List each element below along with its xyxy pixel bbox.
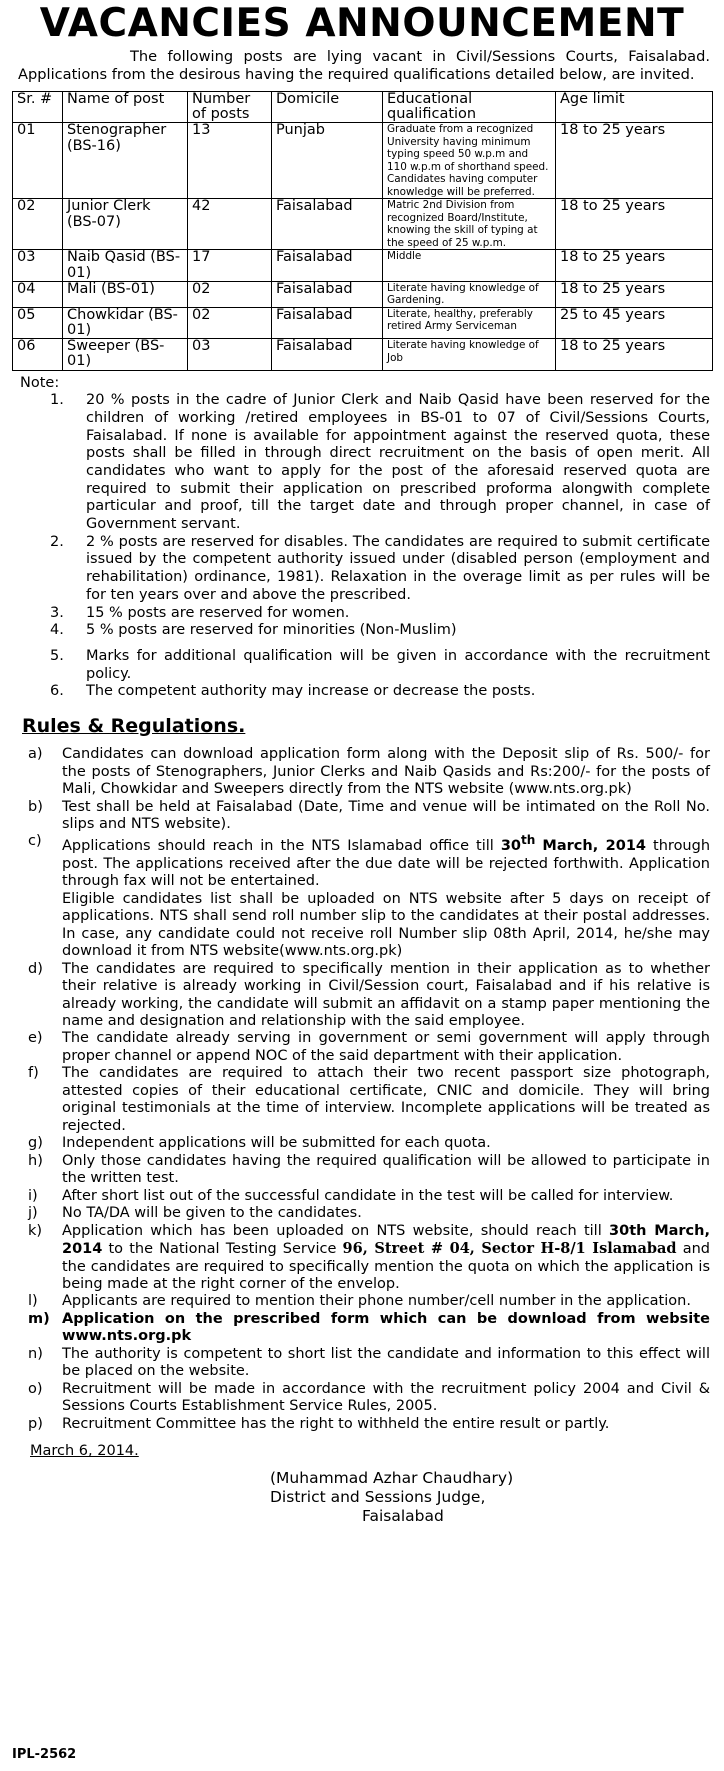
note-item <box>50 604 710 623</box>
cell-domicile: Faisalabad <box>272 281 383 307</box>
rule-item-n <box>28 1345 710 1381</box>
cell-age: 18 to 25 years <box>556 250 713 281</box>
note-text: 2 % posts are reserved for disables. The candidates are required to submit certificate issued by the competent authority issued under (disabled person (employment and rehabilitation) ordinance, 1981). Relaxation in the overage limit as per rules will be for ten years over and above the prescribed. <box>86 533 710 603</box>
table-header-row <box>13 92 713 123</box>
cell-domicile: Faisalabad <box>272 250 383 281</box>
cell-number: 02 <box>188 281 272 307</box>
cell-age: 25 to 45 years <box>556 307 713 338</box>
cell-domicile: Faisalabad <box>272 339 383 370</box>
rule-item-g <box>28 1135 710 1152</box>
rule-item-c <box>28 833 711 960</box>
cell-sr: 06 <box>13 339 63 370</box>
rule-letter: l) <box>28 1293 38 1310</box>
note-number: 6. <box>50 683 64 700</box>
cell-post: Junior Clerk (BS-07) <box>63 199 188 250</box>
rule-item-b <box>28 798 710 834</box>
notes-list <box>0 392 724 701</box>
note-number: 3. <box>50 604 64 621</box>
rule-text: Candidates can download application form along with the Deposit slip of Rs. 500/- for the posts of Stenographers, Junior Clerks and Naib Qasids and Rs:200/- for the posts of Mali, Chowkidar and Sweepers directly from the NTS website (www.nts.org.pk) <box>62 746 710 798</box>
rule-item-i <box>28 1187 710 1205</box>
note-number: 1. <box>50 392 64 409</box>
rules-heading: Rules & Regulations. <box>22 714 246 737</box>
rule-letter: f) <box>28 1065 39 1082</box>
col-header-qualification: Educational qualification <box>383 92 556 123</box>
cell-number: 03 <box>188 339 272 370</box>
rules-list <box>0 746 724 1433</box>
rule-item-k <box>28 1222 710 1294</box>
col-header-number: Number of posts <box>188 92 272 123</box>
note-item <box>50 392 710 534</box>
note-text: 20 % posts in the cadre of Junior Clerk and Naib Qasid have been reserved for the children of working /retired employees in BS-01 to 07 of Civil/Sessions Courts, Faisalabad. If none is available for appointment against the reserved quota, these posts shall be filled in through direct recruitment on the basis of open merit. All candidates who want to apply for the post of the aforesaid reserved quota are required to submit their application on prescribed proforma alongwith complete particular and proof, till the target date and through proper channel, in case of Government servant. <box>86 392 710 533</box>
rule-item-m <box>28 1310 710 1346</box>
cell-age: 18 to 25 years <box>556 339 713 370</box>
rule-letter: o) <box>28 1380 43 1397</box>
rule-text: Recruitment will be made in accordance with the recruitment policy 2004 and Civil & Sessions Courts Establishment Service Rules, 2005. <box>62 1380 710 1415</box>
rule-letter: p) <box>28 1415 43 1432</box>
rule-text: The candidates are required to attach their two recent passport size photograph, attested copies of their educational certificate, CNIC and domicile. They will bring original testimonials at the time of interview. Incomplete applications will be treated as rejected. <box>62 1065 710 1134</box>
rule-text: Test shall be held at Faisalabad (Date, Time and venue will be intimated on the Roll No. slips and NTS website). <box>62 798 710 832</box>
rule-text: Independent applications will be submitted for each quota. <box>62 1135 491 1152</box>
rule-letter: h) <box>28 1152 43 1169</box>
cell-number: 02 <box>188 307 272 338</box>
cell-qualification: Graduate from a recognized University having minimum typing speed 50 w.p.m and 110 w.p.m of shorthand speed. Candidates having computer knowledge will be preferred. <box>383 123 556 199</box>
cell-sr: 01 <box>13 123 63 199</box>
cell-age: 18 to 25 years <box>556 199 713 250</box>
rule-text: Application on the prescribed form which can be download from website www.nts.org.pk <box>62 1310 710 1345</box>
rule-text: The candidate already serving in government or semi government will apply through proper channel or append NOC of the said department with their application. <box>62 1030 710 1064</box>
cell-age: 18 to 25 years <box>556 123 713 199</box>
rule-text: Application which has been uploaded on NTS website, should reach till <box>62 1222 602 1239</box>
rule-letter: e) <box>28 1030 43 1047</box>
vacancies-table <box>12 91 713 371</box>
cell-sr: 03 <box>13 250 63 281</box>
rule-text: to the National Testing Service <box>108 1241 337 1258</box>
cell-qualification: Middle <box>383 250 556 281</box>
rule-item-l <box>28 1293 710 1310</box>
cell-post: Mali (BS-01) <box>63 281 188 307</box>
rule-item-p <box>28 1415 710 1433</box>
rule-item-a <box>28 746 710 798</box>
rule-text: The authority is competent to short list the candidate and information to this effect will be placed on the website. <box>62 1345 710 1380</box>
rule-letter: b) <box>28 798 43 815</box>
table-row <box>13 123 713 199</box>
page-title: VACANCIES ANNOUNCEMENT <box>39 1 685 46</box>
note-number: 2. <box>50 533 64 550</box>
rule-item-h <box>28 1152 710 1188</box>
note-text: 15 % posts are reserved for women. <box>86 604 350 621</box>
table-row <box>13 339 713 370</box>
ipl-reference: IPL-2562 <box>12 1747 77 1763</box>
cell-post: Chowkidar (BS-01) <box>63 307 188 338</box>
cell-domicile: Faisalabad <box>272 199 383 250</box>
rule-letter: j) <box>28 1205 38 1222</box>
rule-text: The candidates are required to specifically mention in their application as to whether their relative is already working in Civil/Session court, Faisalabad and if his relative is already working, the candidate will submit an affidavit on a stamp paper mentioning the name and designation and relationship with the said employee. <box>62 960 710 1029</box>
col-header-domicile: Domicile <box>272 92 383 123</box>
col-header-sr: Sr. # <box>13 92 63 123</box>
cell-number: 17 <box>188 250 272 281</box>
rule-letter: i) <box>28 1187 38 1204</box>
table-row <box>13 307 713 338</box>
cell-post: Naib Qasid (BS-01) <box>63 250 188 281</box>
rule-item-j <box>28 1205 710 1222</box>
rule-text: Applications should reach in the NTS Islamabad office till <box>62 838 494 855</box>
cell-qualification: Literate, healthy, preferably retired Army Serviceman <box>383 307 556 338</box>
rule-text: Applicants are required to mention their phone number/cell number in the application. <box>62 1293 691 1310</box>
signatory-place: Faisalabad <box>362 1506 444 1525</box>
rule-letter: c) <box>28 833 42 850</box>
rule-text: After short list out of the successful candidate in the test will be called for interview. <box>62 1187 674 1204</box>
note-item <box>50 683 710 701</box>
deadline-day: 30 <box>500 838 522 855</box>
cell-sr: 02 <box>13 199 63 250</box>
nts-address: 96, Street # 04, Sector H-8/1 Islamabad <box>342 1240 677 1258</box>
cell-sr: 04 <box>13 281 63 307</box>
cell-number: 42 <box>188 199 272 250</box>
signature-block <box>270 1469 724 1526</box>
cell-qualification: Literate having knowledge of Gardening. <box>383 281 556 307</box>
rule-letter: a) <box>28 746 43 763</box>
note-item <box>50 622 710 640</box>
cell-domicile: Faisalabad <box>272 307 383 338</box>
rule-letter: m) <box>28 1310 50 1327</box>
table-row <box>13 250 713 281</box>
cell-domicile: Punjab <box>272 123 383 199</box>
rule-text: No TA/DA will be given to the candidates. <box>62 1205 362 1222</box>
rule-text: Recruitment Committee has the right to withheld the entire result or partly. <box>62 1415 610 1432</box>
rule-text: Eligible candidates list shall be uploaded on NTS website after 5 days on receipt of applications. NTS shall send roll number slip to the candidates at their postal addresses. In case, any candidate could not receive roll Number slip 08th April, 2014, he/she may download it from NTS website(www.nts.org.pk) <box>62 890 710 960</box>
rule-text: through post. The applications received after the due date will be rejected forthwith. Application through fax will not be entertained. <box>62 838 711 890</box>
cell-post: Sweeper (BS-01) <box>63 339 188 370</box>
note-item <box>50 647 710 683</box>
rule-item-f <box>28 1065 710 1135</box>
signatory-designation: District and Sessions Judge, <box>270 1487 486 1506</box>
rule-item-o <box>28 1380 710 1416</box>
rule-letter: n) <box>28 1345 43 1362</box>
cell-qualification: Literate having knowledge of Job <box>383 339 556 370</box>
note-text: The competent authority may increase or decrease the posts. <box>86 683 536 700</box>
signatory-name: (Muhammad Azhar Chaudhary) <box>270 1468 514 1487</box>
rule-letter: g) <box>28 1135 43 1152</box>
cell-age: 18 to 25 years <box>556 281 713 307</box>
rule-text: Only those candidates having the required qualification will be allowed to participate in the written test. <box>62 1152 710 1187</box>
rule-item-e <box>28 1030 710 1065</box>
col-header-age: Age limit <box>556 92 713 123</box>
cell-qualification: Matric 2nd Division from recognized Board/Institute, knowing the skill of typing at the speed of 25 w.p.m. <box>383 199 556 250</box>
cell-number: 13 <box>188 123 272 199</box>
note-text: 5 % posts are reserved for minorities (Non-Muslim) <box>86 622 457 639</box>
note-text: Marks for additional qualification will be given in accordance with the recruitment policy. <box>86 647 710 682</box>
deadline-month: March, 2014 <box>542 838 647 855</box>
rule-item-d <box>28 960 710 1031</box>
notes-heading: Note: <box>20 374 60 391</box>
rule-text: and the candidates are required to specifically mention the quota on which the application is being made at the right corner of the envelop. <box>62 1241 710 1292</box>
col-header-post: Name of post <box>63 92 188 123</box>
table-row <box>13 199 713 250</box>
intro-paragraph: The following posts are lying vacant in Civil/Sessions Courts, Faisalabad. Applications from the desirous having the required qualifications detailed below, are invited. <box>18 48 710 83</box>
cell-sr: 05 <box>13 307 63 338</box>
cell-post: Stenographer (BS-16) <box>63 123 188 199</box>
note-number: 5. <box>50 647 64 664</box>
deadline-date: 30th March, 2014 <box>62 1222 710 1258</box>
rule-letter: d) <box>28 960 43 977</box>
issue-date: March 6, 2014. <box>30 1443 139 1460</box>
note-number: 4. <box>50 622 64 639</box>
rule-letter: k) <box>28 1222 43 1239</box>
deadline-day-suffix: th <box>521 833 536 848</box>
table-row <box>13 281 713 307</box>
note-item <box>50 533 710 605</box>
